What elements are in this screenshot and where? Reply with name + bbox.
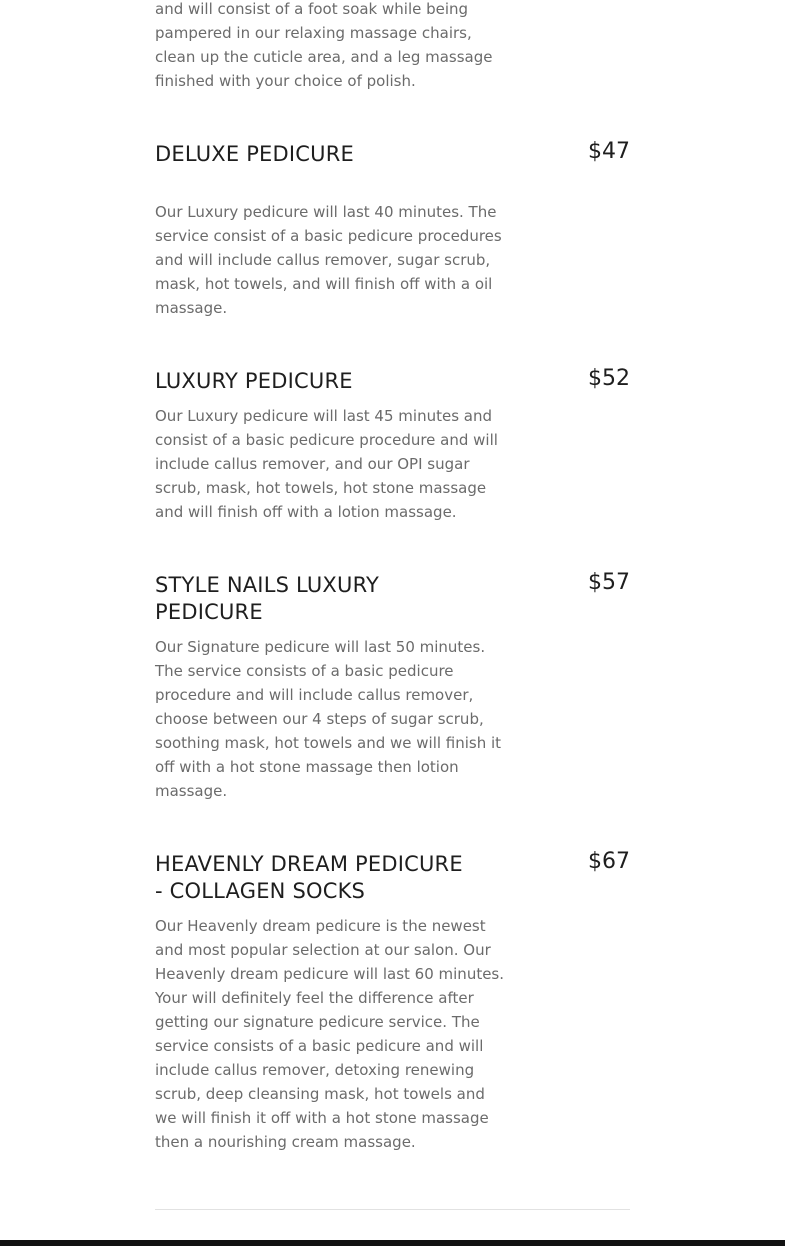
item-description: Our Signature pedicure will last 50 minutes. The service consists of a basic pedicure procedure and will include callus remover, choose between our 4 steps of sugar scrub, soothing mask, hot towels and we will finish it off with a hot stone massage then lotion massage. [155, 638, 502, 800]
item-description: Our Luxury pedicure will last 40 minutes. The service consist of a basic pedicure procedures and will include callus remover, sugar scrub, mask, hot towels, and will finish off with a oil massage. [155, 203, 502, 317]
item-name: DELUXE PEDICURE [155, 142, 354, 166]
item-price: $67 [588, 849, 630, 874]
item-name: HEAVENLY DREAM PEDICURE - COLLAGEN SOCKS [155, 852, 463, 903]
section-divider [155, 1209, 630, 1210]
item-price: $57 [588, 570, 630, 595]
intro-description: and will consist of a foot soak while being pampered in our relaxing massage chairs, clean up the cuticle area, and a leg massage finished with your choice of polish. [155, 0, 493, 90]
footer-bar [0, 1240, 785, 1246]
item-name: LUXURY PEDICURE [155, 369, 353, 393]
item-description: Our Heavenly dream pedicure is the newest and most popular selection at our salon. Our Heavenly dream pedicure will last 60 minutes. Your will definitely feel the difference after getting our signature pedicure service. The service consists of a basic pedicure and will include callus remover, detoxing renewing scrub, deep cleansing mask, hot towels and we will finish it off with a hot stone massage then a nourishing cream massage. [155, 917, 505, 1151]
item-description: Our Luxury pedicure will last 45 minutes and consist of a basic pedicure procedure and will include callus remover, and our OPI sugar scrub, mask, hot towels, hot stone massage and will finish off with a lotion massage. [155, 407, 498, 521]
item-name: STYLE NAILS LUXURY PEDICURE [155, 573, 380, 624]
item-price: $47 [588, 139, 630, 164]
item-price: $52 [588, 366, 630, 391]
